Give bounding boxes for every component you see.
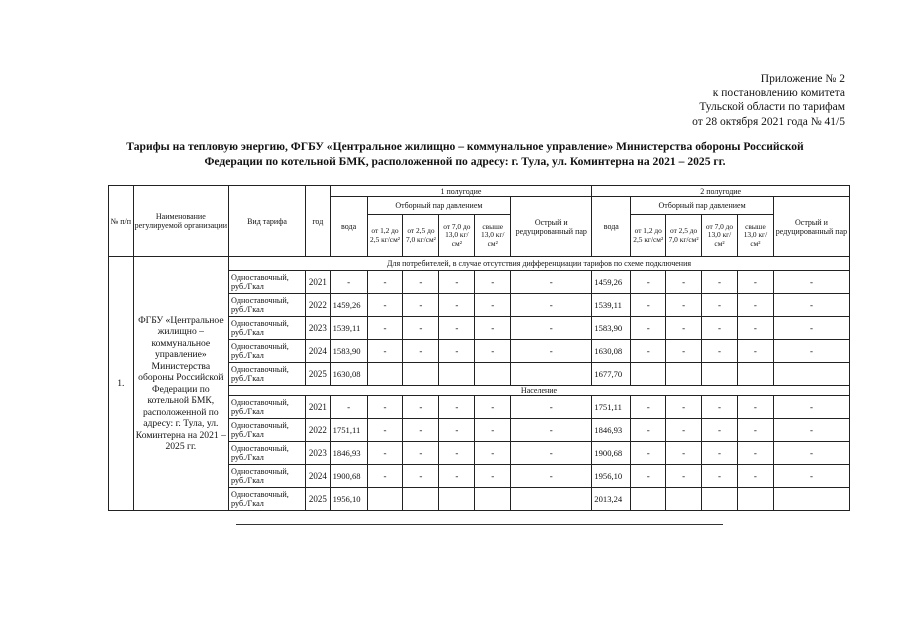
dash-cell: - [773,419,849,442]
tariff-type-cell: Одноставочный, руб./Гкал [229,465,306,488]
dash-cell: - [666,419,702,442]
year-cell: 2021 [306,271,331,294]
header-organization: Наименование регулируемой организации [133,186,228,257]
dash-cell: - [403,442,439,465]
tariff-type-cell: Одноставочный, руб./Гкал [229,340,306,363]
header-number: № п/п [109,186,134,257]
dash-cell: - [702,294,738,317]
dash-cell: - [666,271,702,294]
water-h2-cell: 1956,10 [592,465,631,488]
dash-cell: - [403,465,439,488]
water-h2-cell: 1846,93 [592,419,631,442]
dash-cell: - [511,340,592,363]
dash-cell [737,363,773,386]
dash-cell: - [773,317,849,340]
tariff-type-cell: Одноставочный, руб./Гкал [229,317,306,340]
dash-cell: - [631,442,666,465]
dash-cell: - [773,271,849,294]
dash-cell [702,363,738,386]
tariff-type-cell: Одноставочный, руб./Гкал [229,294,306,317]
header-sharp-steam-2: Острый и редуцированный пар [773,197,849,257]
water-h2-cell: 2013,24 [592,488,631,511]
dash-cell: - [439,419,475,442]
footer-divider [236,524,723,525]
appendix-line-2: к постановлению комитета [712,87,845,100]
dash-cell: - [702,442,738,465]
dash-cell: - [702,317,738,340]
dash-cell: - [367,442,403,465]
water-h2-cell: 1630,08 [592,340,631,363]
dash-cell: - [439,442,475,465]
dash-cell: - [737,271,773,294]
dash-cell: - [737,419,773,442]
dash-cell [666,488,702,511]
dash-cell: - [439,271,475,294]
water-h1-cell: 1956,10 [330,488,367,511]
dash-cell: - [666,396,702,419]
dash-cell [439,363,475,386]
water-h2-cell: 1900,68 [592,442,631,465]
dash-cell: - [666,294,702,317]
dash-cell [773,363,849,386]
tariff-type-cell: Одноставочный, руб./Гкал [229,363,306,386]
year-cell: 2025 [306,488,331,511]
year-cell: 2024 [306,465,331,488]
water-h2-cell: 1539,11 [592,294,631,317]
header-water-2: вода [592,197,631,257]
tariff-table [108,185,850,511]
dash-cell: - [439,340,475,363]
dash-cell: - [631,317,666,340]
header-pressure-over-13: свыше 13,0 кг/см² [475,215,511,257]
dash-cell: - [475,419,511,442]
dash-cell [702,488,738,511]
dash-cell: - [403,271,439,294]
header-pressure-2-5-7: от 2,5 до 7,0 кг/см² [403,215,439,257]
water-h1-cell: 1630,08 [330,363,367,386]
section-row [109,257,850,271]
organization-name-cell: ФГБУ «Центральное жилищно – коммунальное управление» Министерства обороны Российской Федерации по котельной БМК, расположенной по адресу: г. Тула, ул. Коминтерна на 2021 – 2025 гг. [133,257,228,511]
dash-cell: - [631,340,666,363]
water-h1-cell: 1459,26 [330,294,367,317]
dash-cell: - [403,340,439,363]
dash-cell: - [773,294,849,317]
appendix-line-1: Приложение № 2 [760,73,845,85]
dash-cell [773,488,849,511]
water-h1-cell: 1751,11 [330,419,367,442]
header-water-1: вода [330,197,367,257]
dash-cell: - [511,419,592,442]
dash-cell: - [511,294,592,317]
water-h1-cell: 1539,11 [330,317,367,340]
dash-cell: - [737,396,773,419]
header-half-1: 1 полугодие [330,186,592,197]
dash-cell: - [475,465,511,488]
dash-cell: - [403,294,439,317]
water-h1-cell: - [330,271,367,294]
dash-cell: - [631,465,666,488]
dash-cell [439,488,475,511]
dash-cell: - [702,465,738,488]
year-cell: 2022 [306,419,331,442]
dash-cell: - [439,294,475,317]
dash-cell: - [773,465,849,488]
dash-cell: - [702,340,738,363]
dash-cell: - [631,271,666,294]
dash-cell: - [737,465,773,488]
dash-cell: - [773,396,849,419]
tariff-type-cell: Одноставочный, руб./Гкал [229,396,306,419]
dash-cell [367,488,403,511]
header-steam-1: Отборный пар давлением [367,197,511,215]
year-cell: 2025 [306,363,331,386]
dash-cell: - [367,396,403,419]
header-pressure-1-2-5: от 1,2 до 2,5 кг/см² [631,215,666,257]
dash-cell: - [702,396,738,419]
water-h2-cell: 1751,11 [592,396,631,419]
year-cell: 2022 [306,294,331,317]
dash-cell: - [403,396,439,419]
dash-cell [631,488,666,511]
appendix-header [692,72,845,129]
dash-cell: - [475,442,511,465]
tariff-type-cell: Одноставочный, руб./Гкал [229,488,306,511]
water-h1-cell: 1846,93 [330,442,367,465]
title-line-1: Тарифы на тепловую энергию, ФГБУ «Центральное жилищно – коммунальное управление» Министерства обороны Российской [126,140,804,153]
dash-cell: - [666,442,702,465]
water-h1-cell: - [330,396,367,419]
year-cell: 2023 [306,317,331,340]
title-line-2: Федерации по котельной БМК, расположенной по адресу: г. Тула, ул. Коминтерна на 2021 – 2025 гг. [204,154,726,168]
row-number-cell: 1. [109,257,134,511]
water-h2-cell: 1677,70 [592,363,631,386]
dash-cell: - [439,396,475,419]
water-h1-cell: 1583,90 [330,340,367,363]
tariff-type-cell: Одноставочный, руб./Гкал [229,442,306,465]
dash-cell: - [439,317,475,340]
dash-cell: - [737,442,773,465]
year-cell: 2024 [306,340,331,363]
dash-cell: - [367,419,403,442]
dash-cell: - [367,465,403,488]
dash-cell: - [367,317,403,340]
header-pressure-7-13: от 7,0 до 13,0 кг/см² [702,215,738,257]
year-cell: 2023 [306,442,331,465]
dash-cell: - [367,340,403,363]
dash-cell: - [475,271,511,294]
dash-cell: - [666,340,702,363]
dash-cell: - [737,317,773,340]
header-steam-2: Отборный пар давлением [631,197,774,215]
dash-cell: - [511,271,592,294]
dash-cell [511,363,592,386]
document-title [95,140,835,169]
dash-cell [737,488,773,511]
dash-cell [631,363,666,386]
dash-cell: - [631,419,666,442]
dash-cell [511,488,592,511]
tariff-type-cell: Одноставочный, руб./Гкал [229,271,306,294]
dash-cell: - [475,340,511,363]
water-h1-cell: 1900,68 [330,465,367,488]
dash-cell: - [773,442,849,465]
dash-cell: - [403,317,439,340]
header-half-2: 2 полугодие [592,186,850,197]
dash-cell: - [631,294,666,317]
header-pressure-over-13: свыше 13,0 кг/см² [737,215,773,257]
header-year: год [306,186,331,257]
dash-cell: - [737,340,773,363]
header-pressure-2-5-7: от 2,5 до 7,0 кг/см² [666,215,702,257]
section-label: Для потребителей, в случае отсутствия дифференциации тарифов по схеме подключения [229,257,850,271]
appendix-line-4: от 28 октября 2021 года № 41/5 [692,115,845,128]
dash-cell: - [367,271,403,294]
dash-cell: - [403,419,439,442]
dash-cell: - [439,465,475,488]
section-label: Население [229,386,850,396]
dash-cell [475,363,511,386]
dash-cell: - [666,317,702,340]
dash-cell: - [511,317,592,340]
dash-cell [666,363,702,386]
dash-cell: - [511,442,592,465]
year-cell: 2021 [306,396,331,419]
water-h2-cell: 1459,26 [592,271,631,294]
dash-cell: - [737,294,773,317]
dash-cell: - [702,271,738,294]
dash-cell: - [475,396,511,419]
dash-cell: - [475,317,511,340]
header-pressure-1-2-5: от 1,2 до 2,5 кг/см² [367,215,403,257]
header-tariff-type: Вид тарифа [229,186,306,257]
water-h2-cell: 1583,90 [592,317,631,340]
dash-cell [367,363,403,386]
dash-cell [403,488,439,511]
dash-cell [475,488,511,511]
appendix-line-3: Тульской области по тарифам [699,101,845,114]
header-sharp-steam-1: Острый и редуцированный пар [511,197,592,257]
dash-cell: - [511,465,592,488]
dash-cell [403,363,439,386]
dash-cell: - [666,465,702,488]
dash-cell: - [773,340,849,363]
dash-cell: - [475,294,511,317]
tariff-type-cell: Одноставочный, руб./Гкал [229,419,306,442]
dash-cell: - [631,396,666,419]
header-pressure-7-13: от 7,0 до 13,0 кг/см² [439,215,475,257]
dash-cell: - [511,396,592,419]
dash-cell: - [367,294,403,317]
dash-cell: - [702,419,738,442]
